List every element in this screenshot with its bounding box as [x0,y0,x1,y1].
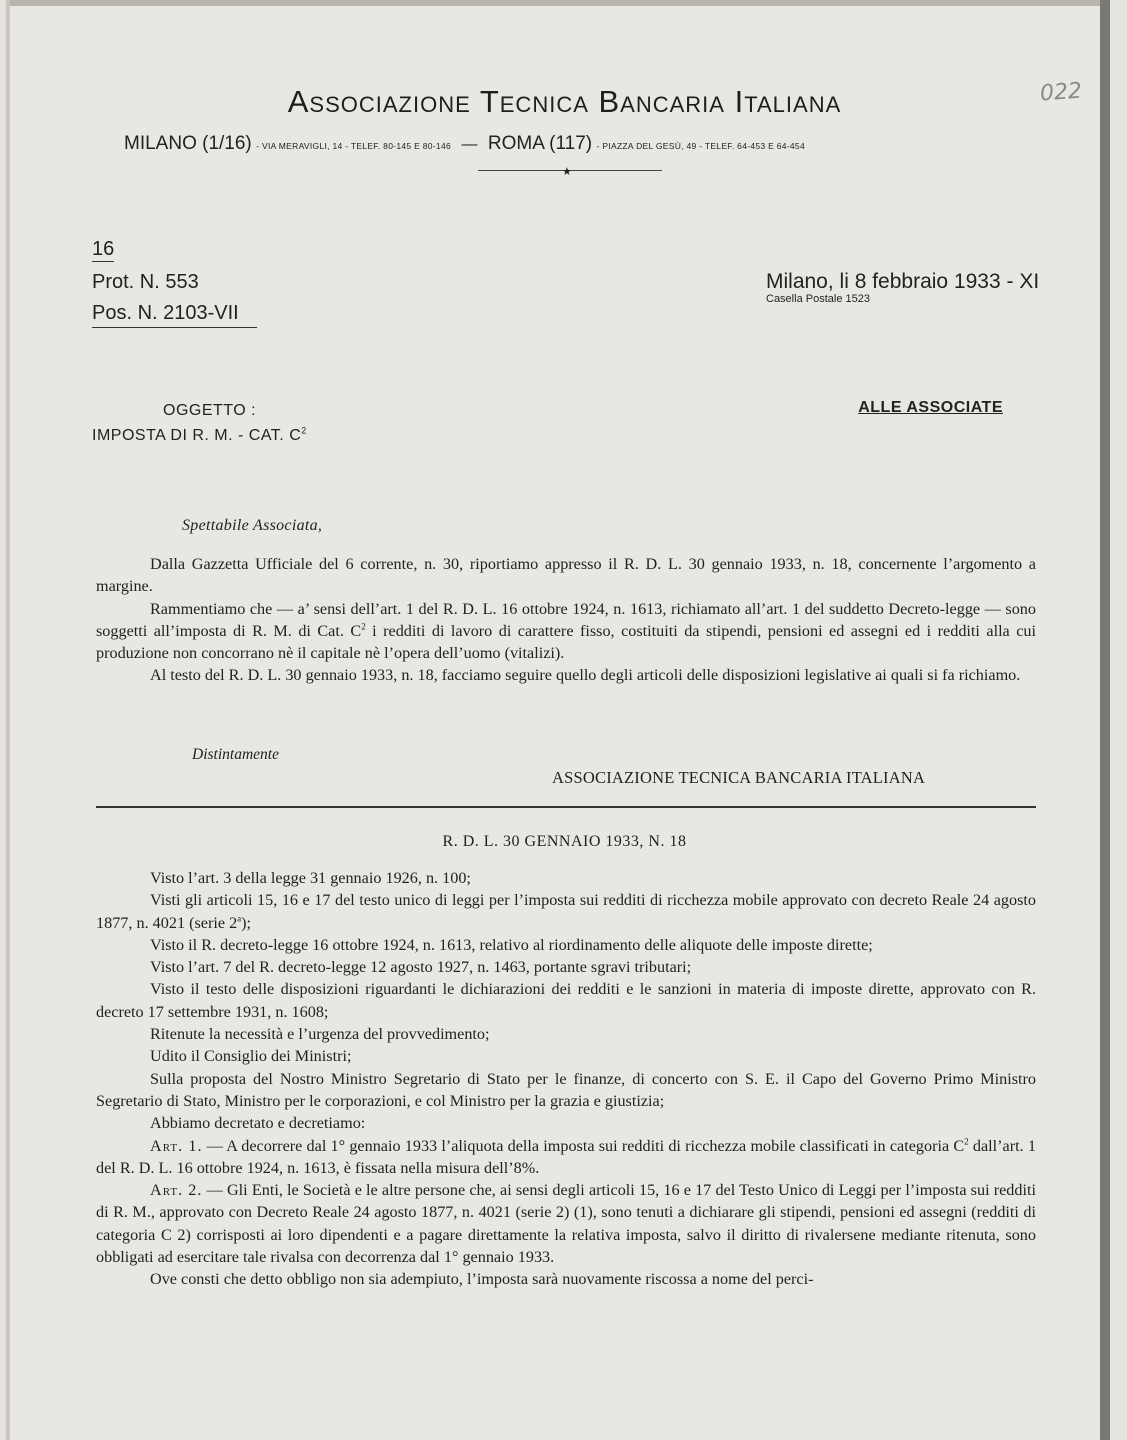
subject-label: OGGETTO : [163,402,257,419]
law-title: R. D. L. 30 GENNAIO 1933, N. 18 [442,833,687,850]
address-line [124,133,1024,155]
protocol-number: Prot. N. 553 [92,271,199,293]
law-line: Sulla proposta del Nostro Ministro Segretario di Stato per le finanze, di concerto con S. E. il Capo del Governo Primo Ministro Segretario di Stato, Ministro per le corporazioni, e col Ministro per la grazia e giustizia; [96,1069,1036,1110]
law-line: Visti gli articoli 15, 16 e 17 del testo unico di leggi per l’imposta sui redditi di ricchezza mobile approvato con decreto Reale 24 agosto 1877, n. 4021 (serie 2$^a$); [96,891,1036,932]
document-page [6,0,1110,1440]
roma-address: - PIAZZA DEL GESÙ, 49 - TELEF. 64-453 E 64-454 [596,141,805,151]
milano-city: MILANO (1/16) [124,133,252,154]
subject-text: IMPOSTA DI R. M. - CAT. C [92,427,302,444]
page-edge [6,0,10,1440]
paragraph-1: Dalla Gazzetta Ufficiale del 6 corrente, n. 30, riportiamo appresso il R. D. L. 30 gennaio 1933, n. 18, concernente l’argomento a margine. [96,555,1036,596]
law-line: Abbiamo decretato e decretiamo: [150,1114,366,1133]
law-line: Visto il R. decreto-legge 16 ottobre 1924, n. 1613, relativo al riordinamento delle aliquote delle imposte dirette; [150,935,873,954]
law-body [96,867,1036,1291]
paragraph-2: Rammentiamo che — a’ sensi dell’art. 1 del R. D. L. 16 ottobre 1924, n. 1613, richiamato all’art. 1 del suddetto Decreto-legge — sono soggetti all’imposta di R. M. di Cat. $C^2$ i redditi di lavoro di carattere fisso, costituiti da stipendi, pensioni ed assegni ed i redditi alla cui produzione non concorrano nè il capitale nè l’opera dell’uomo (vitalizi). [96,599,1036,663]
section-divider [96,806,1036,808]
position-number: Pos. N. 2103-VII [92,302,239,324]
law-line: Ove consti che detto obbligo non sia adempiuto, l’imposta sarà nuovamente riscossa a nome del perci- [150,1270,814,1289]
date-line: Milano, li 8 febbraio 1933 - XI [766,270,1040,293]
law-line: Visto il testo delle disposizioni riguardanti le dichiarazioni dei redditi e le sanzioni in materia di imposte dirette, approvato con R. decreto 17 settembre 1931, n. 1608; [96,980,1036,1021]
article-label: Art. 2. [150,1181,203,1200]
address-dash: — [461,136,478,153]
signature: ASSOCIAZIONE TECNICA BANCARIA ITALIANA [552,768,926,787]
article-1: Art. 1. — A decorrere dal 1° gennaio 1933 l’aliquota della imposta sui redditi di ricchezza mobile classificati in categoria $C^2$ dall’art. 1 del R. D. L. 16 ottobre 1924, n. 1613, è fissata nella misura dell’8%. [96,1136,1036,1177]
law-line: Ritenute la necessità e l’urgenza del provvedimento; [150,1025,490,1044]
star-ornament-icon: ★ [562,165,572,178]
law-line: Visto l’art. 7 del R. decreto-legge 12 agosto 1927, n. 1463, portante sgravi tributari; [150,958,692,977]
letter-body [96,553,1036,687]
article-label: Art. 1. [150,1136,203,1155]
subject-sup: 2 [301,425,307,436]
po-box: Casella Postale 1523 [766,293,870,305]
salutation: Spettabile Associata, [182,517,323,534]
handwritten-page-number: 022 [1039,78,1083,107]
milano-address: - VIA MERAVIGLI, 14 - TELEF. 80-145 E 80-146 [256,141,451,151]
roma-city: ROMA (117) [487,133,593,154]
closing: Distintamente [192,746,279,763]
law-line: Visto l’art. 3 della legge 31 gennaio 1926, n. 100; [150,869,471,887]
doc-number: 16 [92,238,115,260]
article-2: Art. 2. — Gli Enti, le Società e le altre persone che, ai sensi degli articoli 15, 16 e 17 del Testo Unico di Leggi per l’imposta sui redditi di R. M., approvato con Decreto Reale 24 agosto 1877, n. 4021 (serie 2) (1), sono tenuti a dichiarare gli stipendi, pensioni ed assegni (redditi di categoria C 2) corrisposti ai loro dipendenti e a pagare direttamente la relativa imposta, salvo il diritto di rivalersene mediante ritenuta, sono obbligati ad esercitare tale rivalsa con decorrenza dal 1° gennaio 1933. [96,1181,1036,1267]
paragraph-3: Al testo del R. D. L. 30 gennaio 1933, n. 18, facciamo seguire quello degli articoli delle disposizioni legislative ai quali si fa richiamo. [150,666,1021,685]
org-title: Associazione Tecnica Bancaria Italiana [287,84,842,119]
recipient: ALLE ASSOCIATE [858,399,1003,416]
law-line: Udito il Consiglio dei Ministri; [150,1047,352,1066]
subject-value [92,427,307,445]
